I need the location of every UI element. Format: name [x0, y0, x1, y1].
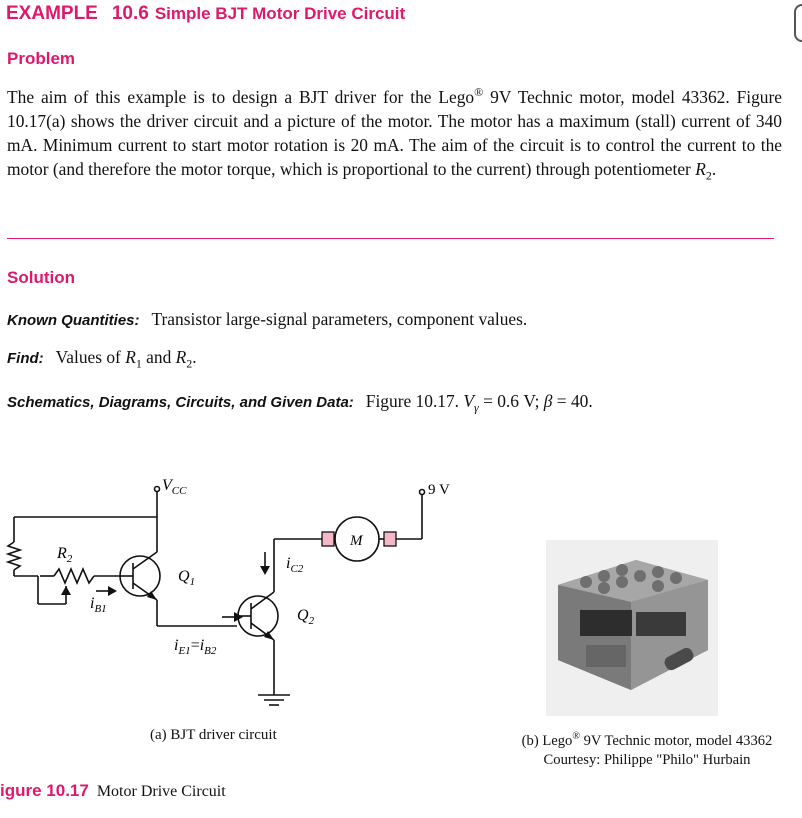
- ib1-label: $i_{B1}$: [90, 595, 107, 615]
- q2-label: $Q_2$: [297, 607, 315, 627]
- supply-terminal: [420, 490, 425, 495]
- problem-text: The aim of this example is to design a BJT driver for the Lego® 9V Technic motor, model 43362. Figure 10.17(a) shows the driver circuit and a picture of the motor. The motor has a maximum (stall) current of 340 mA. Minimum current to start motor rotation is 20 mA. The aim of the circuit is to control the current to the motor (and therefore the motor torque, which is proportional to the current) through potentiometer $R_2$.: [7, 85, 782, 183]
- solution-heading: Solution: [7, 268, 75, 287]
- motor-label: M: [350, 533, 363, 549]
- caption-photo: (b) Lego® 9V Technic motor, model 43362 Courtesy: Philippe "Philo" Hurbain: [521, 731, 773, 768]
- q1-label: $Q_1$: [178, 568, 196, 588]
- motor-terminal-left: [322, 532, 334, 546]
- figure-caption: igure 10.17 Motor Drive Circuit: [0, 781, 226, 800]
- example-number: 10.6: [111, 3, 149, 24]
- bjt-driver-circuit: [0, 470, 470, 720]
- supply-label: 9 V: [428, 482, 450, 498]
- example-header: [6, 3, 405, 25]
- ic2-label: $i_{C2}$: [286, 555, 304, 575]
- r2-potentiometer: [54, 569, 94, 583]
- example-label: EXAMPLE: [6, 3, 98, 24]
- r2-label: $R_2$: [57, 545, 73, 565]
- find-line: Find: Values of $R_1$ and $R_2$.: [7, 347, 197, 371]
- given-data: Schematics, Diagrams, Circuits, and Given Data: Figure 10.17. $V_\gamma = 0.6$ V; β = 40.: [7, 391, 593, 415]
- ib1-arrow: [108, 586, 117, 596]
- wiper-arrow: [61, 586, 71, 595]
- vcc-label: $V_{CC}$: [162, 477, 187, 497]
- example-title: Simple BJT Motor Drive Circuit: [154, 4, 406, 23]
- caption-circuit: (a) BJT driver circuit: [150, 727, 277, 743]
- section-divider: [7, 238, 774, 239]
- ic2-arrow: [260, 566, 270, 575]
- known-quantities: Known Quantities: Transistor large-signal parameters, component values.: [7, 309, 528, 329]
- motor-terminal-right: [384, 532, 396, 546]
- vcc-terminal: [155, 487, 160, 492]
- ie1-ib2-label: $i_{E1}=i_{B2}$: [174, 637, 217, 657]
- page-tab-marker: [794, 4, 802, 42]
- lego-motor-photo: [546, 540, 718, 716]
- left-resistor: [8, 542, 20, 570]
- problem-heading: Problem: [7, 49, 76, 68]
